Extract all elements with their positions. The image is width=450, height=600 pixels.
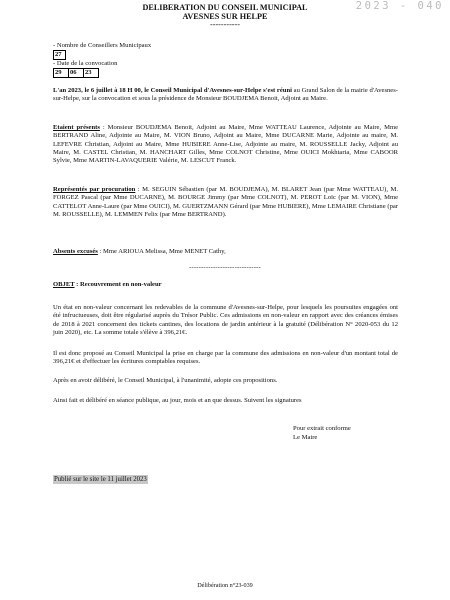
body-paragraph-3: Après en avoir délibéré, le Conseil Municipal, à l'unanimité, adopte ces propositions. [53,377,278,384]
procuration-label: Représentés par procuration [53,186,136,193]
separator-line: ------------------------------ [189,264,261,271]
procuration-text: : M. SEGUIN Sébastien (par M. BOUDJEMA), M. BLARET Jean (par Mme WATTEAU), M. FORGEZ Pascal (par Mme DUCARNE), M. BOURGE Jimmy (par Mme COLNOT), M. PEROT Loïc (par M. VION), Mme CATTELOT Anne-Laure (par Mme OUICI), M. GUERTZMANN Gérard (par Mme HUBIERE), Mme LEMAIRE Christiane (par M. ROUSSELLE), M. LEMMEN Felix (par Mme BERTRAND). [53,186,398,218]
signature-line-2: Le Maire [293,434,318,441]
presents-paragraph [53,124,398,165]
objet-label: OBJET [53,281,75,288]
publication-notice: Publié sur le site le 11 juillet 2023 [54,476,147,483]
body-paragraph-2: Il est donc proposé au Conseil Municipal la prise en charge par la commune des admissions en non-valeur d'un montant total de 396,21€ et d'effectuer les écritures comptables requises. [53,350,398,366]
signature-line-1: Pour extrait conforme [293,425,351,432]
intro-rest: au Grand Salon de la mairie d'Avesnes-sur-Helpe, sur la convocation et sous la présidence de Monsieur BOUDJEMA Benoit, Adjoint au Maire. [53,87,398,103]
presents-text: : Monsieur BOUDJEMA Benoit, Adjoint au Maire, Mme WATTEAU Laurence, Adjointe au Maire, Mme BERTRAND Aline, Adjointe au Maire, M. VION Bruno, Adjoint au Maire, Mme DUCARNE Marie, Adjointe au maire, M. LEFEVRE Christian, Adjoint au Maire, Mme HUBIERE Anne-Lise, Adjointe au maire, M. ROUSSELLE Jacky, Adjoint au Maire, M. CASTEL Christian, M. HANCHART Gilles, Mme COLNOT Christine, Mme OUICI Mokhtaria, Mme CABOOR Sylvie, Mme MARTIN-LAVAQUERIE Valérie, M. LESCUT Franck. [53,124,398,165]
document-number: 2023 - 040 [355,0,444,12]
excuses-label: Absents excusés [53,248,98,255]
procuration-paragraph [53,186,398,219]
document-title: DELIBERATION DU CONSEIL MUNICIPAL [142,3,308,12]
date-month: 06 [69,68,84,78]
objet-line [53,281,398,289]
body-paragraph-1: Un état en non-valeur concernant les redevables de la commune d'Avesnes-sur-Helpe, pour lesquels les poursuites engagées ont été infructueuses, doit être régularisé auprès du Trésor Public. Ces admissions en non-valeur en rapport avec des créances émises de 2018 à 2021 concernent des tickets cantines, des locations de jardin antérieur à la gratuité (Délibération N° 2020-053 du 12 juin 2020), etc. La somme totale s'élève à 396,21€. [53,304,398,336]
intro-lead: L'an 2023, le 6 juillet à 18 H 00, le Conseil Municipal d'Avesnes-sur-Helpe s'est réuni [53,87,292,94]
convocation-date-label: - Date de la convocation [53,60,118,67]
excuses-text: : Mme ARIOUA Melissa, Mme MENET Cathy, [97,248,226,255]
document-subtitle: AVESNES SUR HELPE [182,12,268,21]
presents-label: Etaient présents [53,124,100,131]
councillors-label: - Nombre de Conseillers Municipaux [53,42,152,49]
excuses-paragraph [53,248,398,256]
date-year: 23 [84,68,99,78]
title-rule: ----------- [210,20,240,29]
convocation-date-boxes [53,68,99,78]
page-footer: Délibération n°23-039 [197,582,253,589]
intro-paragraph [53,87,398,104]
objet-text: : Recouvrement en non-valeur [74,281,162,288]
councillors-count: 27 [53,50,66,60]
date-day: 29 [53,68,69,78]
body-paragraph-4: Ainsi fait et délibéré en séance publique, au jour, mois et an que dessus. Suivent les signatures [53,397,302,404]
